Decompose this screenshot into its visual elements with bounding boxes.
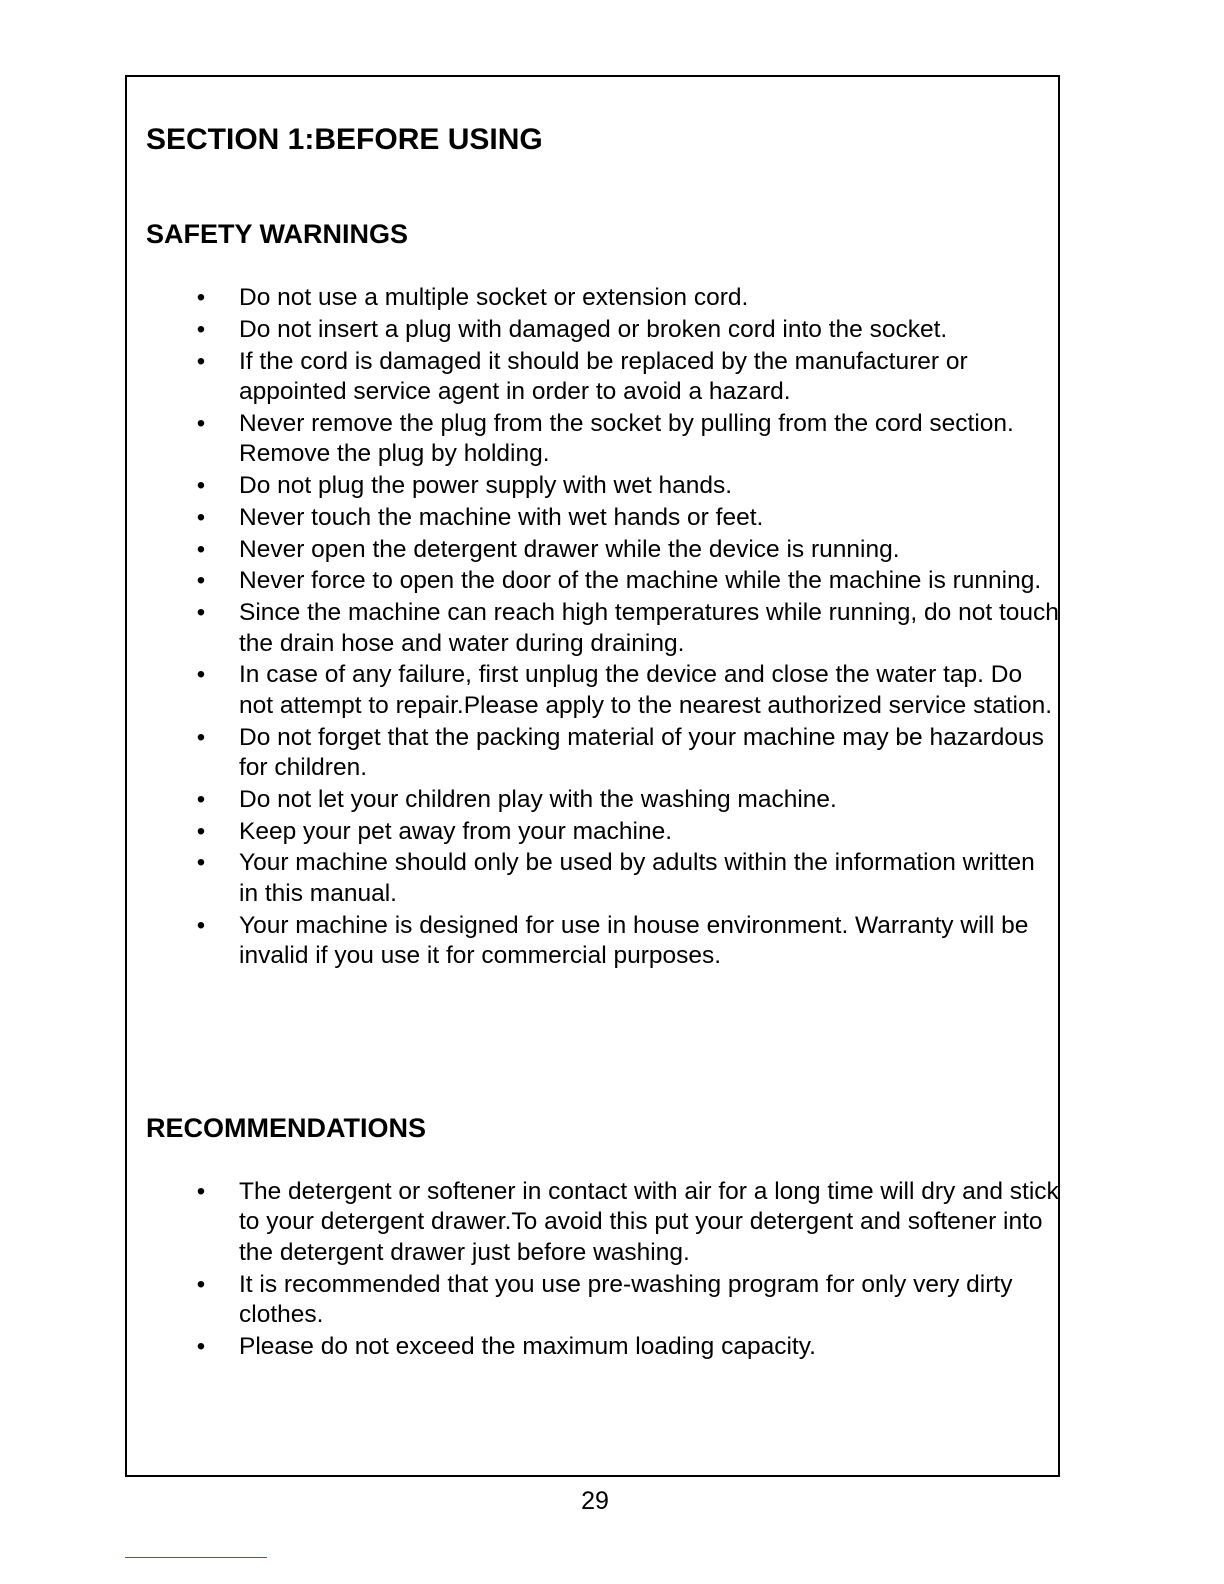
list-item [0, 409, 1059, 470]
section-title: SECTION 1:BEFORE USING [146, 123, 543, 156]
footer-rule [125, 1557, 267, 1558]
list-item-text: Never force to open the door of the machine while the machine is running. [239, 567, 1042, 595]
list-item [0, 315, 1059, 345]
list-item [0, 1177, 1059, 1268]
bullet-icon: • [196, 315, 206, 343]
bullet-icon: • [196, 409, 206, 437]
list-item [0, 660, 1059, 721]
list-item [0, 598, 1059, 659]
safety-warnings-heading: SAFETY WARNINGS [146, 219, 409, 249]
list-item-text: Do not forget that the packing material of your machine may be hazardous for children. [239, 723, 1044, 781]
list-item-text: Do not use a multiple socket or extension cord. [239, 284, 749, 311]
list-item-text: Do not let your children play with the washing machine. [239, 785, 837, 813]
list-item [0, 566, 1059, 596]
list-item-text: Never open the detergent drawer while the device is running. [239, 535, 900, 563]
list-item-text: Please do not exceed the maximum loading capacity. [239, 1332, 816, 1360]
list-item [0, 785, 1059, 815]
bullet-icon: • [196, 347, 206, 375]
list-item-text: Since the machine can reach high temperatures while running, do not touch the drain hose and water during draining. [239, 599, 1059, 657]
list-item [0, 347, 1059, 408]
list-item-text: Never remove the plug from the socket by pulling from the cord section. Remove the plug by holding. [239, 409, 1014, 468]
list-item-text: In case of any failure, first unplug the device and close the water tap. Do not attempt to repair.Please apply to the nearest authorized service station. [239, 661, 1053, 719]
list-item [0, 471, 1059, 501]
list-item-text: The detergent or softener in contact with air for a long time will dry and stick to your detergent drawer.To avoid this put your detergent and softener into the detergent drawer just before washing. [239, 1178, 1059, 1266]
bullet-icon: • [196, 567, 206, 595]
list-item [0, 503, 1059, 533]
bullet-icon: • [196, 599, 206, 627]
bullet-icon: • [196, 472, 206, 499]
bullet-icon: • [196, 911, 206, 939]
bullet-icon: • [196, 723, 206, 751]
list-item-text: Your machine should only be used by adults within the information written in this manual. [239, 849, 1035, 907]
bullet-icon: • [196, 1270, 206, 1298]
list-item-text: It is recommended that you use pre-washing program for only very dirty clothes. [239, 1270, 1013, 1329]
bullet-icon: • [196, 785, 206, 813]
list-item-text: Keep your pet away from your machine. [239, 817, 673, 845]
list-item-text: Do not plug the power supply with wet hands. [239, 472, 733, 499]
list-item [0, 817, 1059, 847]
recommendations-heading: RECOMMENDATIONS [146, 1113, 426, 1143]
bullet-icon: • [196, 661, 206, 689]
list-item [0, 535, 1059, 565]
list-item [0, 723, 1059, 784]
list-item-text: Never touch the machine with wet hands or feet. [239, 503, 764, 531]
list-item-text: Do not insert a plug with damaged or broken cord into the socket. [239, 315, 948, 343]
bullet-icon: • [196, 1332, 206, 1360]
bullet-icon: • [196, 535, 206, 563]
bullet-icon: • [196, 817, 206, 845]
list-item-text: If the cord is damaged it should be replaced by the manufacturer or appointed service agent in order to avoid a hazard. [239, 347, 968, 405]
safety-warnings-list [0, 283, 1224, 973]
list-item [0, 848, 1059, 909]
bullet-icon: • [196, 503, 206, 531]
bullet-icon: • [196, 849, 206, 877]
list-item [0, 1270, 1059, 1331]
page-number: 29 [581, 1487, 609, 1515]
list-item [0, 911, 1059, 972]
bullet-icon: • [196, 284, 206, 311]
list-item-text: Your machine is designed for use in house environment. Warranty will be invalid if you use it for commercial purposes. [239, 911, 1029, 969]
recommendations-list [0, 1177, 1224, 1364]
list-item [0, 283, 1059, 313]
bullet-icon: • [196, 1178, 206, 1205]
list-item [0, 1332, 1059, 1362]
